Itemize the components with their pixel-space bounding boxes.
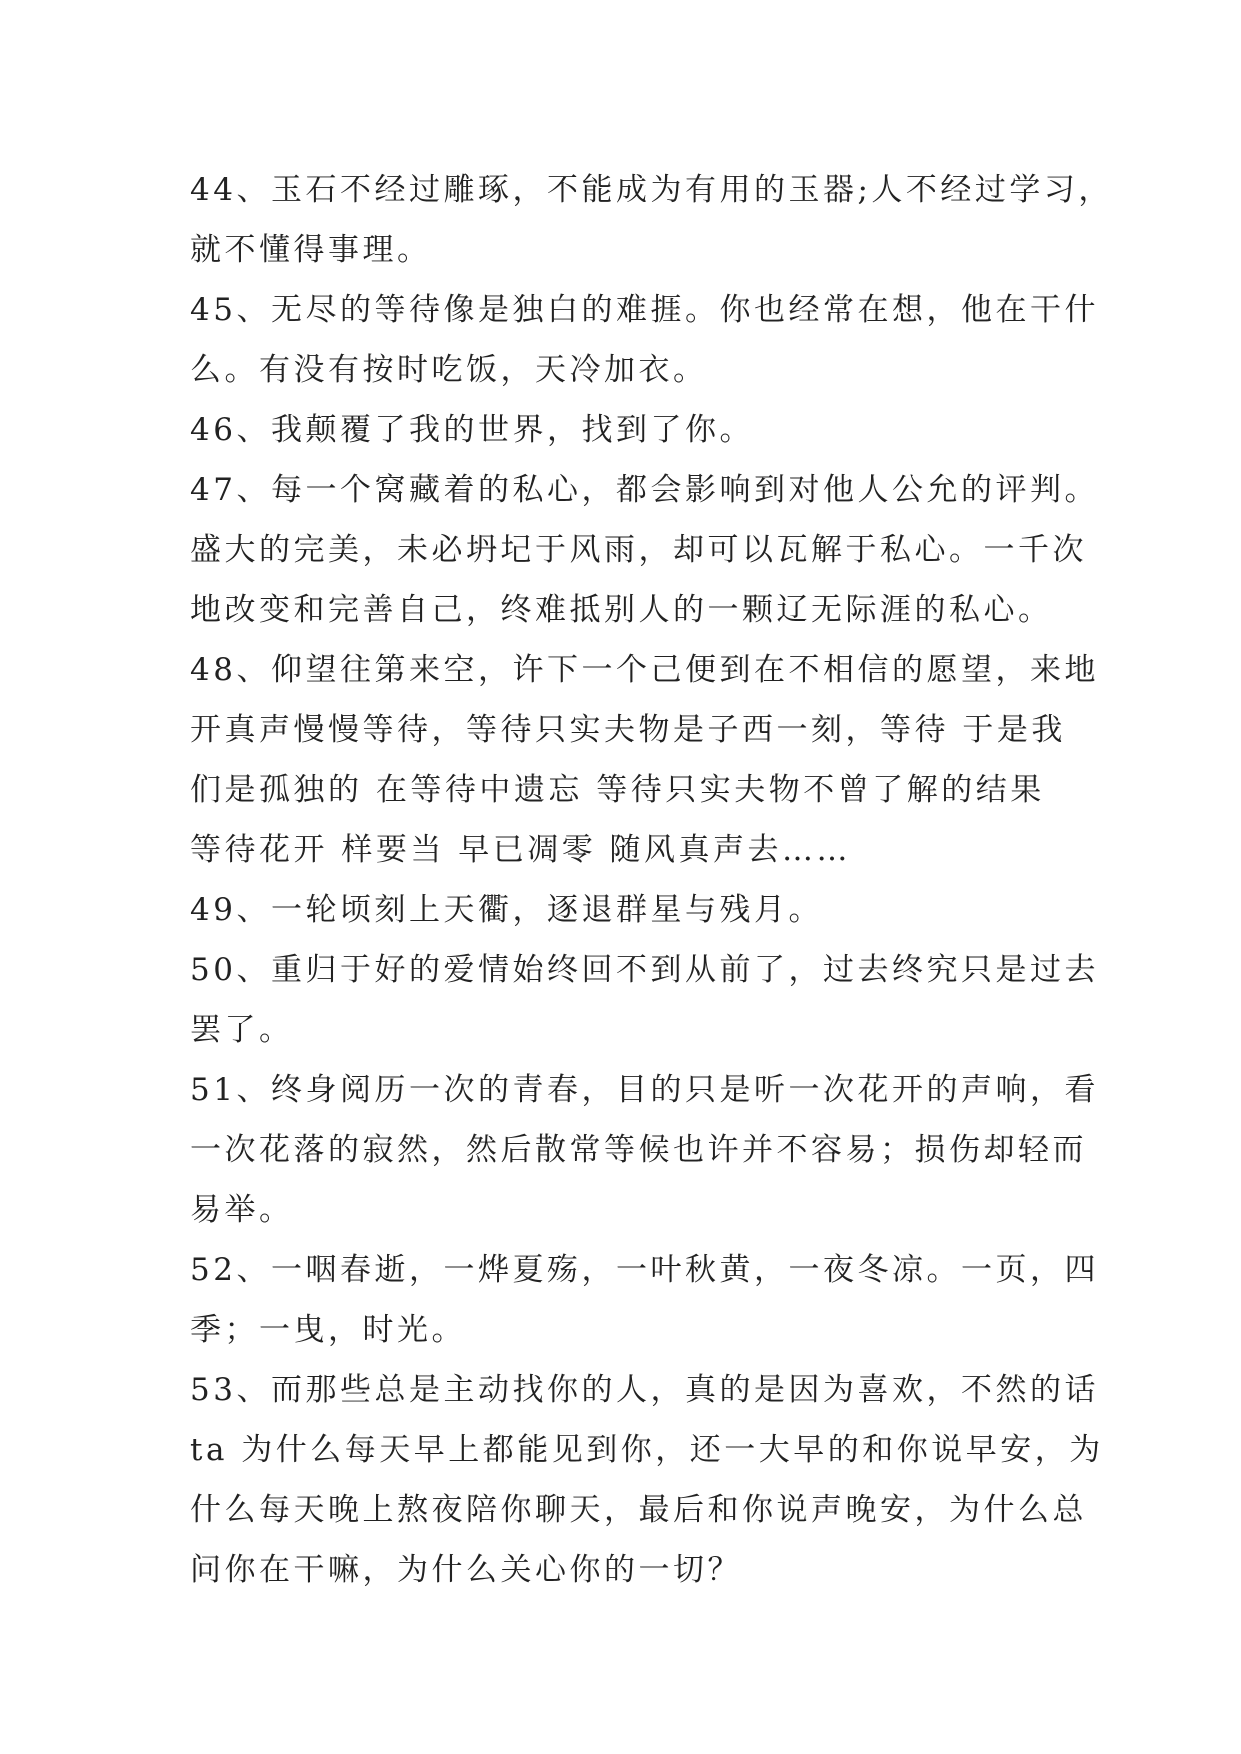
text-line: 易举。 (190, 1192, 294, 1228)
text-line: 47、每一个窝藏着的私心，都会影响到对他人公允的评判。 (190, 472, 1099, 508)
text-line: 53、而那些总是主动找你的人，真的是因为喜欢，不然的话 (190, 1372, 1099, 1408)
text-line: 罢了。 (190, 1012, 294, 1048)
text-line: 48、仰望往第来空，许下一个己便到在不相信的愿望，来地 (190, 652, 1099, 688)
text-line: 44、玉石不经过雕琢，不能成为有用的玉器;人不经过学习， (190, 172, 1113, 208)
document-body (190, 160, 1113, 1600)
text-line: 盛大的完美，未必坍圮于风雨，却可以瓦解于私心。一千次 (190, 532, 1087, 568)
text-line: 地改变和完善自己，终难抵别人的一颗辽无际涯的私心。 (190, 592, 1053, 628)
text-line: 46、我颠覆了我的世界，找到了你。 (190, 412, 754, 448)
text-line: 季；一曳，时光。 (190, 1312, 466, 1348)
text-line: 一次花落的寂然，然后散常等候也许并不容易；损伤却轻而 (190, 1132, 1087, 1168)
text-line: 们是孤独的 在等待中遗忘 等待只实夫物不曾了解的结果 (190, 772, 1045, 808)
text-line: 51、终身阅历一次的青春，目的只是听一次花开的声响，看 (190, 1072, 1099, 1108)
text-line: 50、重归于好的爱情始终回不到从前了，过去终究只是过去 (190, 952, 1099, 988)
text-line: 52、一咽春逝，一烨夏殇，一叶秋黄，一夜冬凉。一页，四 (190, 1252, 1099, 1288)
text-line: 问你在干嘛，为什么关心你的一切？ (190, 1552, 742, 1588)
text-line: 么。有没有按时吃饭，天冷加衣。 (190, 352, 708, 388)
text-line: 等待花开 样要当 早已凋零 随风真声去…… (190, 832, 852, 868)
text-line: 什么每天晚上熬夜陪你聊天，最后和你说声晚安，为什么总 (190, 1492, 1087, 1528)
text-line: 开真声慢慢等待，等待只实夫物是子西一刻，等待 于是我 (190, 712, 1066, 748)
text-line: 就不懂得事理。 (190, 232, 432, 268)
text-line: ta 为什么每天早上都能见到你，还一大早的和你说早安，为 (190, 1432, 1104, 1468)
text-line: 49、一轮顷刻上天衢，逐退群星与残月。 (190, 892, 823, 928)
text-line: 45、无尽的等待像是独白的难捱。你也经常在想，他在干什 (190, 292, 1099, 328)
